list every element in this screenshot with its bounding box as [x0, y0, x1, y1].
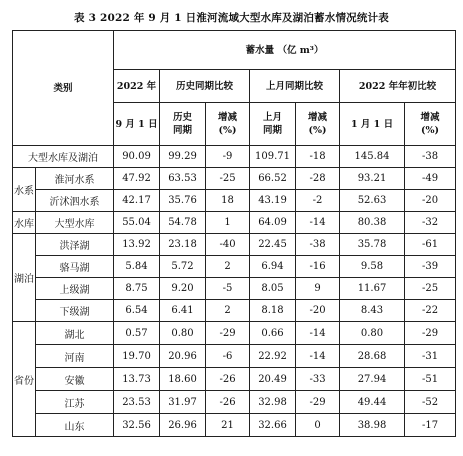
cell-month: 109.71: [250, 146, 296, 168]
cell-hist-pct: -26: [206, 368, 250, 391]
row-name: 洪泽湖: [36, 234, 114, 256]
table-row: [13, 345, 456, 368]
cell-month: 32.98: [250, 391, 296, 414]
cell-2022: 55.04: [114, 212, 160, 234]
cell-jan-pct: -22: [405, 300, 456, 322]
cell-month: 43.19: [250, 190, 296, 212]
cell-month: 64.09: [250, 212, 296, 234]
cell-month-pct: -2: [296, 190, 340, 212]
cell-hist: 54.78: [160, 212, 206, 234]
cell-jan: 38.98: [340, 414, 405, 437]
cell-jan: 145.84: [340, 146, 405, 168]
cell-2022: 19.70: [114, 345, 160, 368]
cell-jan-pct: -39: [405, 256, 456, 278]
table-row: [13, 168, 456, 190]
cell-hist-pct: -25: [206, 168, 250, 190]
cell-month-pct: -28: [296, 168, 340, 190]
cell-jan: 11.67: [340, 278, 405, 300]
cell-hist-pct: 1: [206, 212, 250, 234]
row-name: 山东: [36, 414, 114, 437]
cell-month-pct: -14: [296, 212, 340, 234]
row-name: 下级湖: [36, 300, 114, 322]
table-row: [13, 146, 456, 168]
cell-hist-pct: -6: [206, 345, 250, 368]
cell-month: 20.49: [250, 368, 296, 391]
cell-jan-pct: -17: [405, 414, 456, 437]
month-change-header: 增减 (%): [296, 103, 340, 146]
cell-hist: 23.18: [160, 234, 206, 256]
cell-jan: 8.43: [340, 300, 405, 322]
cell-2022: 32.56: [114, 414, 160, 437]
cell-hist: 9.20: [160, 278, 206, 300]
row-name: 河南: [36, 345, 114, 368]
cell-month-pct: -38: [296, 234, 340, 256]
group-label: 湖泊: [13, 234, 36, 322]
month-value-header: 上月 同期: [250, 103, 296, 146]
cell-month: 22.92: [250, 345, 296, 368]
table-row: [13, 212, 456, 234]
cell-jan: 80.38: [340, 212, 405, 234]
cell-2022: 23.53: [114, 391, 160, 414]
table-row: [13, 190, 456, 212]
cell-hist: 20.96: [160, 345, 206, 368]
hist-value-header: 历史 同期: [160, 103, 206, 146]
cell-jan-pct: -31: [405, 345, 456, 368]
group-label: 水库: [13, 212, 36, 234]
cell-month: 22.45: [250, 234, 296, 256]
cell-month-pct: -14: [296, 322, 340, 345]
cell-jan: 52.63: [340, 190, 405, 212]
table-row: [13, 368, 456, 391]
table-row: [13, 322, 456, 345]
cell-month-pct: -20: [296, 300, 340, 322]
row-name: 骆马湖: [36, 256, 114, 278]
cell-2022: 5.84: [114, 256, 160, 278]
history-header: 历史同期比较: [160, 70, 250, 103]
cell-month-pct: -18: [296, 146, 340, 168]
cell-jan-pct: -49: [405, 168, 456, 190]
row-name: 上级湖: [36, 278, 114, 300]
cell-hist: 99.29: [160, 146, 206, 168]
cell-hist-pct: 2: [206, 256, 250, 278]
table-caption: 表 3 2022 年 9 月 1 日淮河流域大型水库及湖泊蓄水情况统计表: [74, 12, 389, 24]
row-name: 湖北: [36, 322, 114, 345]
storage-header: 蓄水量 （亿 m³）: [114, 31, 456, 70]
cell-month: 0.66: [250, 322, 296, 345]
cell-hist: 35.76: [160, 190, 206, 212]
cell-jan-pct: -51: [405, 368, 456, 391]
row-name: 沂沭泗水系: [36, 190, 114, 212]
table-row: [13, 414, 456, 437]
cell-jan: 9.58: [340, 256, 405, 278]
cell-hist: 6.41: [160, 300, 206, 322]
row-name: 安徽: [36, 368, 114, 391]
cell-hist: 31.97: [160, 391, 206, 414]
hist-change-header: 增减 (%): [206, 103, 250, 146]
cell-2022: 8.75: [114, 278, 160, 300]
cell-month-pct: -14: [296, 345, 340, 368]
cell-2022: 13.92: [114, 234, 160, 256]
cell-hist-pct: 18: [206, 190, 250, 212]
cell-jan-pct: -61: [405, 234, 456, 256]
cell-jan-pct: -20: [405, 190, 456, 212]
cell-2022: 0.57: [114, 322, 160, 345]
cell-2022: 13.73: [114, 368, 160, 391]
row-name: 大型水库及湖泊: [13, 146, 114, 168]
cell-jan: 49.44: [340, 391, 405, 414]
cell-jan-pct: -29: [405, 322, 456, 345]
cell-hist-pct: -29: [206, 322, 250, 345]
table-row: [13, 256, 456, 278]
group-label: 水系: [13, 168, 36, 212]
cell-hist-pct: -40: [206, 234, 250, 256]
table-row: [13, 234, 456, 256]
cell-month: 32.66: [250, 414, 296, 437]
cell-month-pct: -29: [296, 391, 340, 414]
cell-hist: 0.80: [160, 322, 206, 345]
cell-jan-pct: -25: [405, 278, 456, 300]
cell-2022: 6.54: [114, 300, 160, 322]
cell-2022: 47.92: [114, 168, 160, 190]
cell-jan: 27.94: [340, 368, 405, 391]
cell-month-pct: 0: [296, 414, 340, 437]
cell-hist-pct: 21: [206, 414, 250, 437]
year-2022-header: 2022 年: [114, 70, 160, 103]
last-month-header: 上月同期比较: [250, 70, 340, 103]
sep1-header: 9 月 1 日: [114, 103, 160, 146]
category-header: 类别: [13, 31, 114, 146]
cell-jan-pct: -52: [405, 391, 456, 414]
year-start-header: 2022 年年初比较: [340, 70, 456, 103]
cell-month: 66.52: [250, 168, 296, 190]
cell-jan: 93.21: [340, 168, 405, 190]
table-row: [13, 300, 456, 322]
cell-month: 8.05: [250, 278, 296, 300]
jan-value-header: 1 月 1 日: [340, 103, 405, 146]
group-label: 省份: [13, 322, 36, 437]
cell-month-pct: 9: [296, 278, 340, 300]
cell-hist-pct: -26: [206, 391, 250, 414]
cell-jan: 0.80: [340, 322, 405, 345]
cell-hist-pct: 2: [206, 300, 250, 322]
cell-jan: 35.78: [340, 234, 405, 256]
cell-hist: 26.96: [160, 414, 206, 437]
cell-hist-pct: -9: [206, 146, 250, 168]
cell-jan-pct: -32: [405, 212, 456, 234]
cell-hist: 5.72: [160, 256, 206, 278]
cell-month: 8.18: [250, 300, 296, 322]
cell-jan-pct: -38: [405, 146, 456, 168]
cell-month-pct: -16: [296, 256, 340, 278]
cell-2022: 42.17: [114, 190, 160, 212]
table-row: [13, 391, 456, 414]
row-name: 江苏: [36, 391, 114, 414]
cell-hist: 63.53: [160, 168, 206, 190]
cell-month-pct: -33: [296, 368, 340, 391]
cell-2022: 90.09: [114, 146, 160, 168]
cell-hist-pct: -5: [206, 278, 250, 300]
cell-jan: 28.68: [340, 345, 405, 368]
storage-table: [12, 30, 456, 437]
jan-change-header: 增减 (%): [405, 103, 456, 146]
table-row: [13, 278, 456, 300]
row-name: 大型水库: [36, 212, 114, 234]
row-name: 淮河水系: [36, 168, 114, 190]
cell-hist: 18.60: [160, 368, 206, 391]
cell-month: 6.94: [250, 256, 296, 278]
